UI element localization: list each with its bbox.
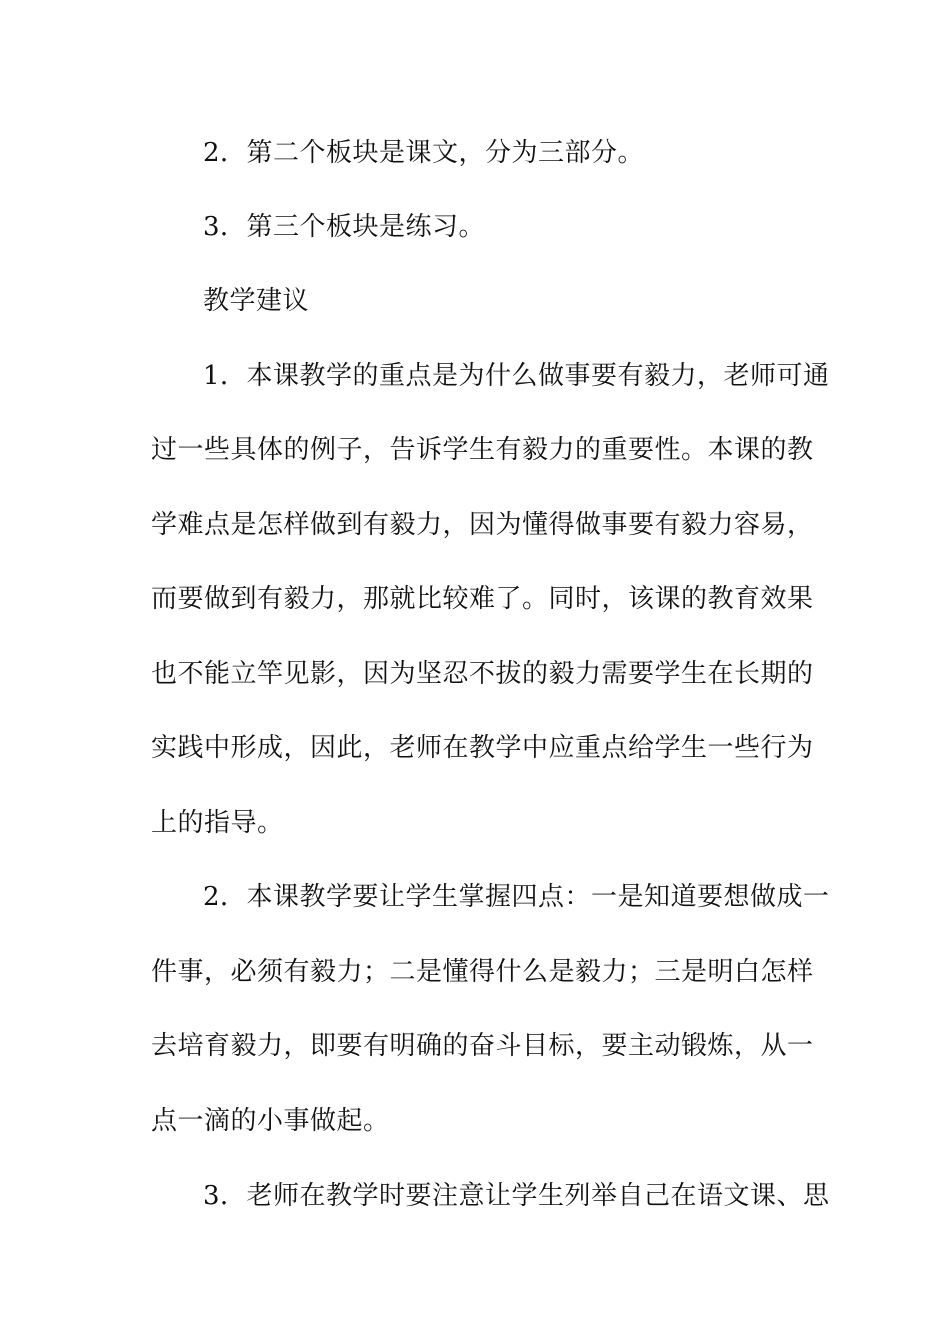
text-line: 而要做到有毅力，那就比较难了。同时，该课的教育效果 [151,584,814,614]
text-line: 去培育毅力，即要有明确的奋斗目标，要主动锻炼，从一 [151,1031,814,1061]
text-line: 学难点是怎样做到有毅力，因为懂得做事要有毅力容易， [151,510,814,540]
section-heading: 教学建议 [203,286,310,316]
text-line: 过一些具体的例子，告诉学生有毅力的重要性。本课的教 [151,435,814,465]
text-line: 2．本课教学要让学生掌握四点：一是知道要想做成一 [203,882,830,912]
text-line: 也不能立竿见影，因为坚忍不拔的毅力需要学生在长期的 [151,659,814,689]
text-line: 上的指导。 [151,808,284,838]
text-line: 3．第三个板块是练习。 [203,212,486,242]
text-line: 点一滴的小事做起。 [151,1106,390,1136]
text-line: 实践中形成，因此，老师在教学中应重点给学生一些行为 [151,733,814,763]
text-line: 2．第二个板块是课文，分为三部分。 [203,138,645,168]
text-line: 1．本课教学的重点是为什么做事要有毅力，老师可通 [203,361,830,391]
text-line: 件事，必须有毅力；二是懂得什么是毅力；三是明白怎样 [151,957,814,987]
text-line: 3．老师在教学时要注意让学生列举自己在语文课、思 [203,1181,830,1211]
